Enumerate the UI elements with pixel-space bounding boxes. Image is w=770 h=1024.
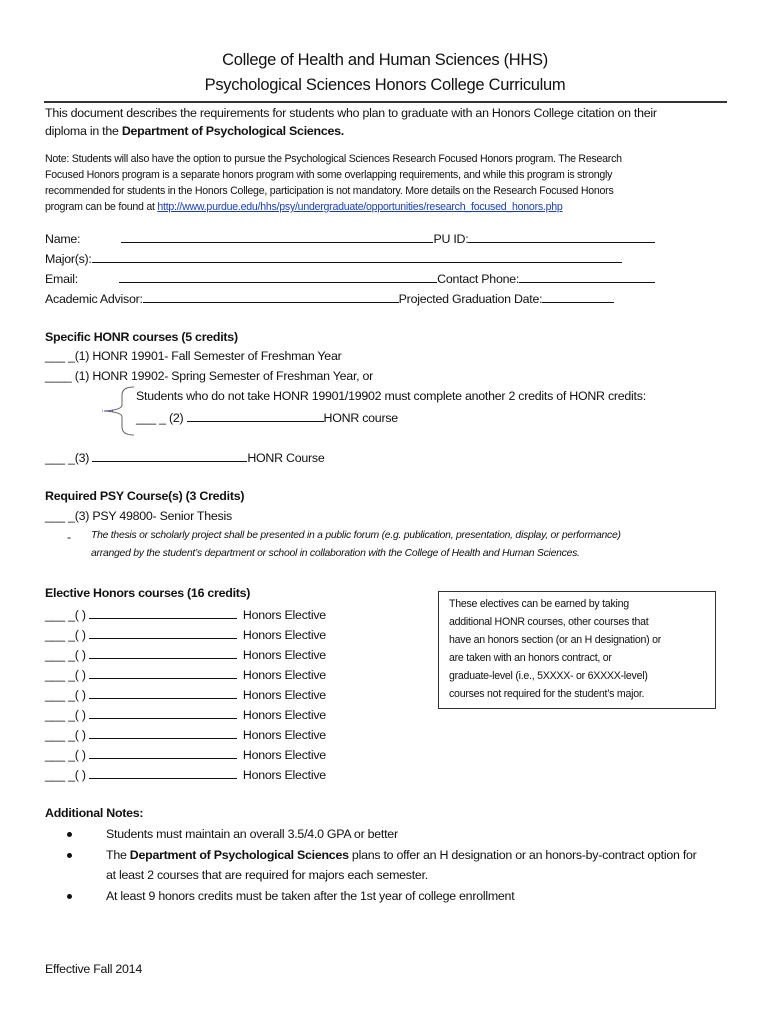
- box-line: These electives can be earned by taking: [449, 598, 629, 610]
- major-row: [45, 250, 622, 266]
- phone-field[interactable]: [519, 270, 655, 283]
- major-label: Major(s):: [45, 252, 92, 266]
- bullet-text: plans to offer an H designation or an honors-by-contract option for: [348, 848, 697, 862]
- bullet-icon: [67, 853, 72, 858]
- title-line-1: College of Health and Human Sciences (HHS): [222, 51, 548, 69]
- elective-label: Honors Elective: [242, 628, 326, 642]
- elective-course-field[interactable]: [89, 726, 237, 739]
- elective-course-field[interactable]: [89, 606, 237, 619]
- puid-label: PU ID:: [433, 232, 469, 246]
- elective-course-field[interactable]: [89, 686, 237, 699]
- major-field[interactable]: [92, 250, 622, 263]
- research-honors-link[interactable]: http://www.purdue.edu/hhs/psy/undergraduate/opportunities/research_focused_honors.php: [157, 201, 563, 213]
- course-prefix: ___ _( ): [45, 768, 89, 782]
- course-prefix: ___ _( ): [45, 628, 89, 642]
- note-line: Note: Students will also have the option to pursue the Psychological Sciences Research Focused Honors program. The Research: [45, 153, 622, 165]
- email-row: [45, 270, 655, 286]
- phone-label: Contact Phone:: [437, 272, 520, 286]
- elective-course-field[interactable]: [89, 746, 237, 759]
- elective-label: Honors Elective: [242, 688, 326, 702]
- intro-line-2: [45, 124, 344, 138]
- note-line: [45, 201, 563, 213]
- psy-course: ___ _(3) PSY 49800- Senior Thesis: [45, 509, 232, 523]
- department-name: Department of Psychological Sciences.: [121, 124, 344, 138]
- elective-row: [45, 706, 326, 722]
- thesis-note: arranged by the student’s department or school in collaboration with the College of Health and Human Sciences.: [91, 548, 580, 559]
- title-divider: [44, 101, 727, 103]
- elective-course-field[interactable]: [89, 666, 237, 679]
- footer-effective-date: Effective Fall 2014: [45, 962, 142, 976]
- elective-heading: Elective Honors courses (16 credits): [45, 586, 251, 600]
- honr-heading: Specific HONR courses (5 credits): [45, 330, 238, 344]
- bullet-icon: [67, 894, 72, 899]
- box-line: are taken with an honors contract, or: [449, 652, 612, 664]
- note-bullet-2: [67, 848, 697, 862]
- course-prefix: ___ _( ): [45, 608, 89, 622]
- honr-alternative-note: Students who do not take HONR 19901/19902 must complete another 2 credits of HONR credits:: [136, 389, 646, 403]
- course-prefix: ___ _ (2): [136, 411, 187, 425]
- note-line: recommended for students in the Honors College, participation is not mandatory. More details on the Research Focused Honors: [45, 185, 614, 197]
- name-label: Name:: [45, 232, 81, 246]
- name-row: [45, 230, 655, 246]
- title-line-2: Psychological Sciences Honors College Curriculum: [204, 76, 566, 94]
- puid-field[interactable]: [468, 230, 655, 243]
- elective-row: [45, 766, 326, 782]
- honr-course-3: [45, 449, 324, 465]
- note-text: program can be found at: [45, 201, 158, 213]
- note-line: Focused Honors program is a separate honors program with some overlapping requirements, and while this program is strongly: [45, 169, 613, 181]
- note-bullet-1: [67, 827, 398, 841]
- grad-date-field[interactable]: [542, 290, 614, 303]
- elective-row: [45, 746, 326, 762]
- course-prefix: ___ _( ): [45, 748, 89, 762]
- email-label: Email:: [45, 272, 78, 286]
- grad-date-label: Projected Graduation Date:: [398, 292, 543, 306]
- honr-course-1: ___ _(1) HONR 19901- Fall Semester of Freshman Year: [45, 349, 342, 363]
- elective-label: Honors Elective: [242, 768, 326, 782]
- course-prefix: ___ _( ): [45, 728, 89, 742]
- bullet-text: The: [106, 848, 130, 862]
- brace-icon: [100, 385, 136, 437]
- advisor-row: [45, 290, 614, 306]
- elective-row: [45, 626, 326, 642]
- box-line: graduate-level (i.e., 5XXXX- or 6XXXX-level): [449, 670, 648, 682]
- elective-course-field[interactable]: [89, 646, 237, 659]
- elective-course-field[interactable]: [89, 766, 237, 779]
- department-name: Department of Psychological Sciences: [129, 848, 349, 862]
- course-prefix: ___ _( ): [45, 708, 89, 722]
- elective-row: [45, 666, 326, 682]
- name-field[interactable]: [121, 230, 433, 243]
- email-field[interactable]: [119, 270, 437, 283]
- intro-text: diploma in the: [45, 124, 122, 138]
- thesis-note: The thesis or scholarly project shall be presented in a public forum (e.g. publication, presentation, display, or performance): [91, 530, 621, 541]
- bullet-text: Students must maintain an overall 3.5/4.0 GPA or better: [106, 827, 398, 841]
- intro-line-1: This document describes the requirements for students who plan to graduate with an Honors College citation on their: [45, 106, 657, 120]
- dash-bullet: -: [67, 530, 71, 544]
- honr-alternative-course: [136, 409, 398, 425]
- course-suffix: HONR Course: [247, 451, 325, 465]
- box-line: courses not required for the student’s major.: [449, 688, 645, 700]
- elective-label: Honors Elective: [242, 708, 326, 722]
- elective-row: [45, 726, 326, 742]
- elective-label: Honors Elective: [242, 648, 326, 662]
- box-line: have an honors section (or an H designation) or: [449, 634, 662, 646]
- note-bullet-2-cont: at least 2 courses that are required for majors each semester.: [106, 868, 428, 882]
- elective-row: [45, 646, 326, 662]
- elective-label: Honors Elective: [242, 668, 326, 682]
- bullet-icon: [67, 832, 72, 837]
- advisor-label: Academic Advisor:: [45, 292, 143, 306]
- advisor-field[interactable]: [143, 290, 399, 303]
- bullet-text: At least 9 honors credits must be taken after the 1st year of college enrollment: [106, 889, 515, 903]
- course-prefix: ___ _(3): [45, 451, 93, 465]
- elective-info-box: [438, 591, 716, 709]
- course-prefix: ___ _( ): [45, 668, 89, 682]
- honr-course-3-field[interactable]: [92, 449, 247, 462]
- course-prefix: ___ _( ): [45, 648, 89, 662]
- elective-label: Honors Elective: [242, 748, 326, 762]
- elective-label: Honors Elective: [242, 728, 326, 742]
- elective-row: [45, 686, 326, 702]
- honr-course-2-field[interactable]: [187, 409, 324, 422]
- psy-heading: Required PSY Course(s) (3 Credits): [45, 489, 245, 503]
- note-bullet-3: [67, 889, 514, 903]
- box-line: additional HONR courses, other courses that: [449, 616, 649, 628]
- elective-course-field[interactable]: [89, 706, 237, 719]
- elective-course-field[interactable]: [89, 626, 237, 639]
- elective-label: Honors Elective: [242, 608, 326, 622]
- notes-heading: Additional Notes:: [45, 806, 144, 820]
- elective-row: [45, 606, 326, 622]
- course-suffix: HONR course: [323, 411, 398, 425]
- course-prefix: ___ _( ): [45, 688, 89, 702]
- honr-course-2: ____ (1) HONR 19902- Spring Semester of Freshman Year, or: [45, 369, 374, 383]
